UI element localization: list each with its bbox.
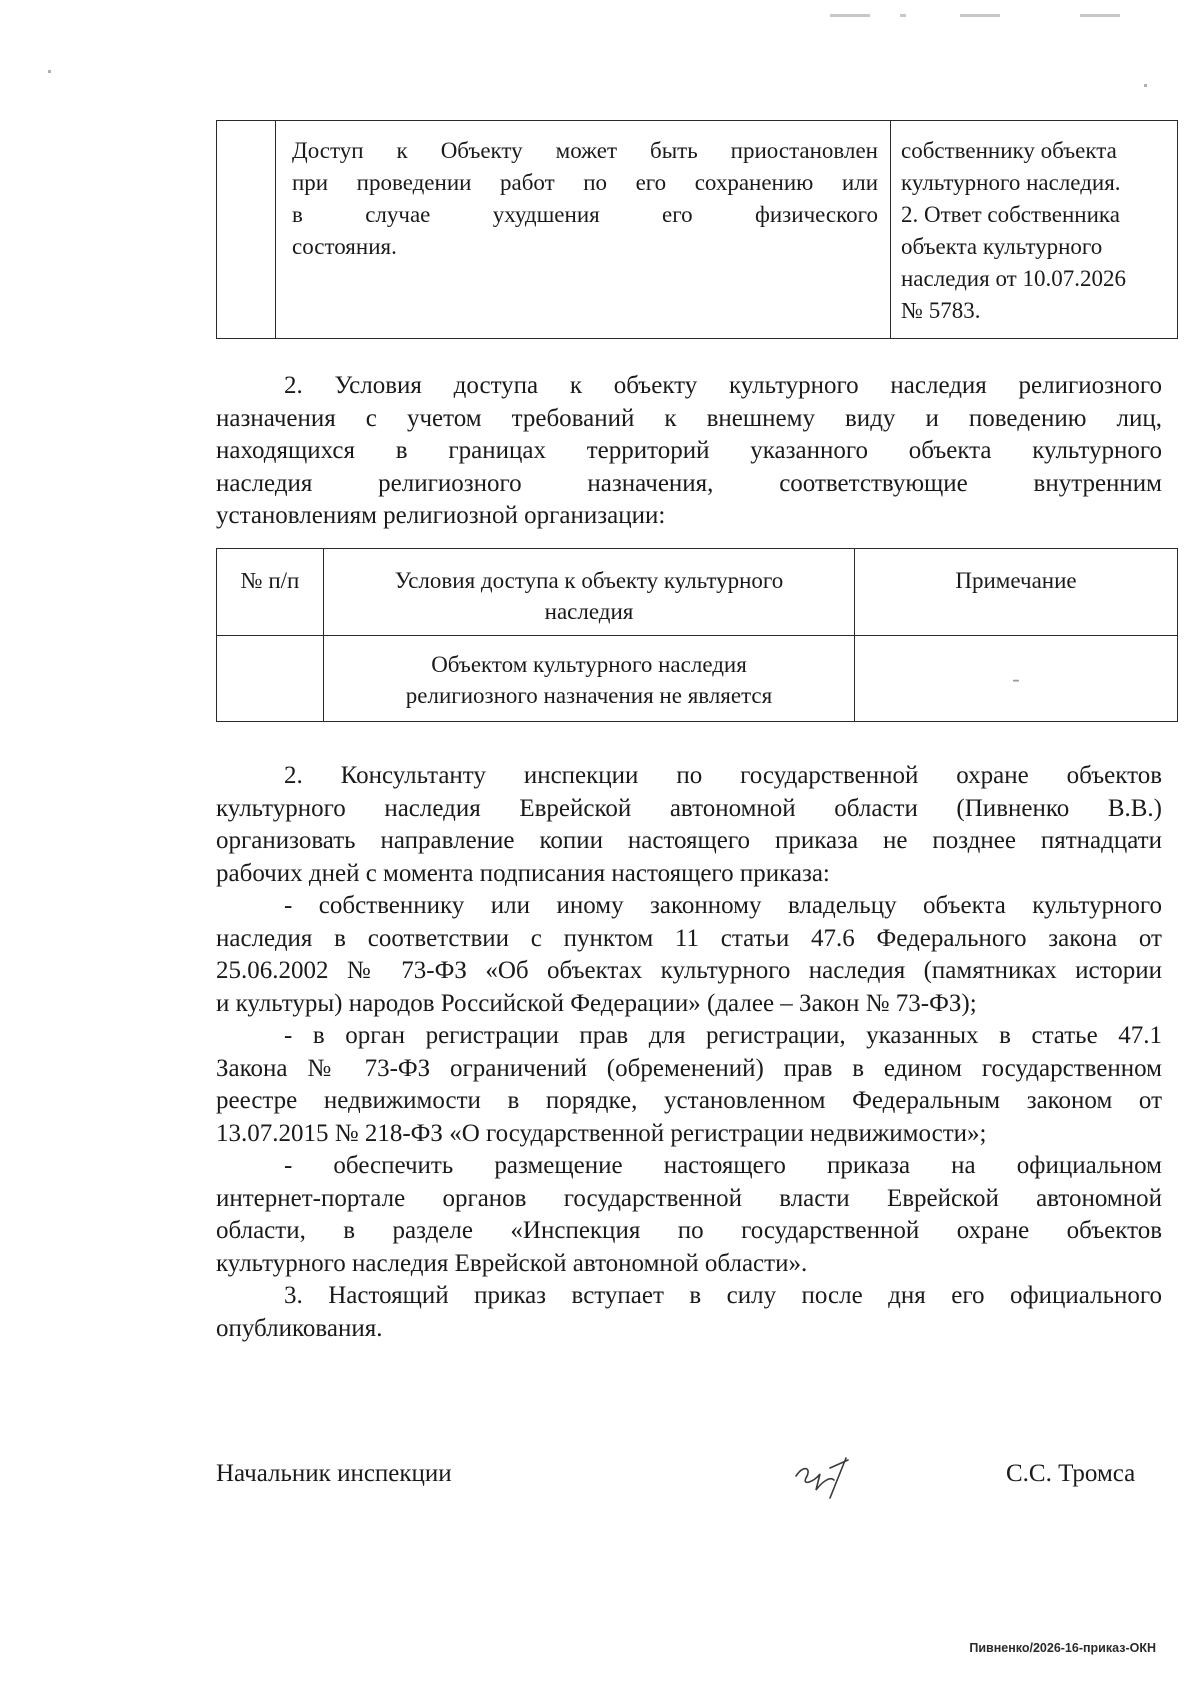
header-note: Примечание: [855, 549, 1178, 636]
paragraph-line: области, в разделе «Инспекция по государственной охране объектов: [216, 1217, 1162, 1244]
scan-artifact: [1080, 14, 1120, 17]
paragraph-line: - обеспечить размещение настоящего приказа на официальном: [284, 1152, 1162, 1179]
paragraph-line: - в орган регистрации прав для регистрации, указанных в статье 47.1: [284, 1022, 1162, 1049]
section2-intro-paragraph: [216, 370, 1162, 533]
scan-artifact: [960, 14, 1000, 17]
signatory-name: С.С. Тромса: [1006, 1460, 1136, 1487]
table-cell-note: -: [855, 636, 1178, 722]
order-paragraphs: [216, 760, 1162, 1345]
cell-text-line: № 5783.: [901, 298, 981, 323]
paragraph-line: наследия религиозного назначения, соответствующие внутренним: [216, 469, 1162, 497]
cell-text-line: в случае ухудшения его физического: [292, 202, 878, 227]
paragraph-line: и культуры) народов Российской Федерации» (далее – Закон № 73-ФЗ);: [216, 989, 977, 1017]
paragraph-line: рабочих дней с момента подписания настоящего приказа:: [216, 859, 830, 887]
religious-access-table: [216, 548, 1178, 722]
cell-text-line: Доступ к Объекту может быть приостановлен: [292, 138, 878, 163]
table-cell-number: [217, 121, 276, 339]
scan-artifact: [830, 14, 870, 17]
paragraph-line: наследия в соответствии с пунктом 11 статьи 47.6 Федерального закона от: [216, 924, 1162, 952]
paragraph-line: Закона № 73-ФЗ ограничений (обременений) прав в едином государственном: [216, 1054, 1162, 1082]
table-cell-note: [891, 121, 1178, 339]
paragraph-line: находящихся в границах территорий указанного объекта культурного: [216, 437, 1162, 464]
header-number: № п/п: [217, 549, 324, 636]
paragraph-line: 25.06.2002 № 73-ФЗ «Об объектах культурного наследия (памятниках истории: [216, 957, 1162, 984]
scan-artifact: [48, 70, 51, 73]
cell-text-line: объекта культурного: [901, 234, 1103, 259]
scan-artifact: [900, 14, 906, 17]
cell-text-line: Объектом культурного наследия: [431, 651, 747, 677]
header-text-line: Условия доступа к объекту культурного: [394, 568, 784, 593]
table-cell-number: [217, 636, 324, 722]
paragraph-line: интернет-портале органов государственной власти Еврейской автономной: [216, 1184, 1162, 1212]
signatory-title: Начальник инспекции: [216, 1460, 452, 1487]
cell-text-line: наследия от 10.07.2026: [901, 266, 1126, 291]
table-cell-condition: [324, 636, 855, 722]
paragraph-line: реестре недвижимости в порядке, установленном Федеральным законом от: [216, 1087, 1162, 1114]
header-text-line: наследия: [544, 599, 634, 624]
paragraph-line: культурного наследия Еврейской автономной области».: [216, 1249, 808, 1277]
handwritten-signature: [790, 1446, 860, 1506]
paragraph-line: опубликования.: [216, 1314, 383, 1342]
table-row: [217, 121, 1178, 339]
cell-text-line: культурного наследия.: [901, 170, 1121, 195]
paragraph-line: установлениям религиозной организации:: [216, 502, 666, 529]
table-row: [217, 636, 1178, 722]
paragraph-line: организовать направление копии настоящего приказа не позднее пятнадцати: [216, 827, 1162, 854]
cell-text-line: при проведении работ по его сохранению или: [292, 170, 878, 195]
table-header-row: [217, 549, 1178, 636]
cell-text-line: состояния.: [292, 234, 397, 259]
scan-artifact: [1144, 84, 1147, 87]
document-code: Пивненко/2026-16-приказ-ОКН: [969, 1641, 1156, 1655]
paragraph-line: культурного наследия Еврейской автономной области (Пивненко В.В.): [216, 794, 1162, 822]
paragraph-line: - собственнику или иному законному владельцу объекта культурного: [284, 892, 1162, 919]
header-condition: [324, 549, 855, 636]
table-cell-condition: [276, 121, 891, 339]
paragraph-line: 2. Условия доступа к объекту культурного наследия религиозного: [284, 372, 1162, 399]
access-conditions-table-continuation: [216, 120, 1178, 339]
cell-text-line: собственнику объекта: [901, 138, 1117, 163]
paragraph-line: 13.07.2015 № 218-ФЗ «О государственной регистрации недвижимости»;: [216, 1119, 987, 1147]
cell-text-line: 2. Ответ собственника: [901, 202, 1120, 227]
paragraph-line: 3. Настоящий приказ вступает в силу после дня его официального: [284, 1282, 1162, 1309]
paragraph-line: 2. Консультанту инспекции по государственной охране объектов: [284, 762, 1162, 789]
paragraph-line: назначения с учетом требований к внешнему виду и поведению лиц,: [216, 404, 1162, 432]
cell-text-line: религиозного назначения не является: [405, 682, 773, 708]
